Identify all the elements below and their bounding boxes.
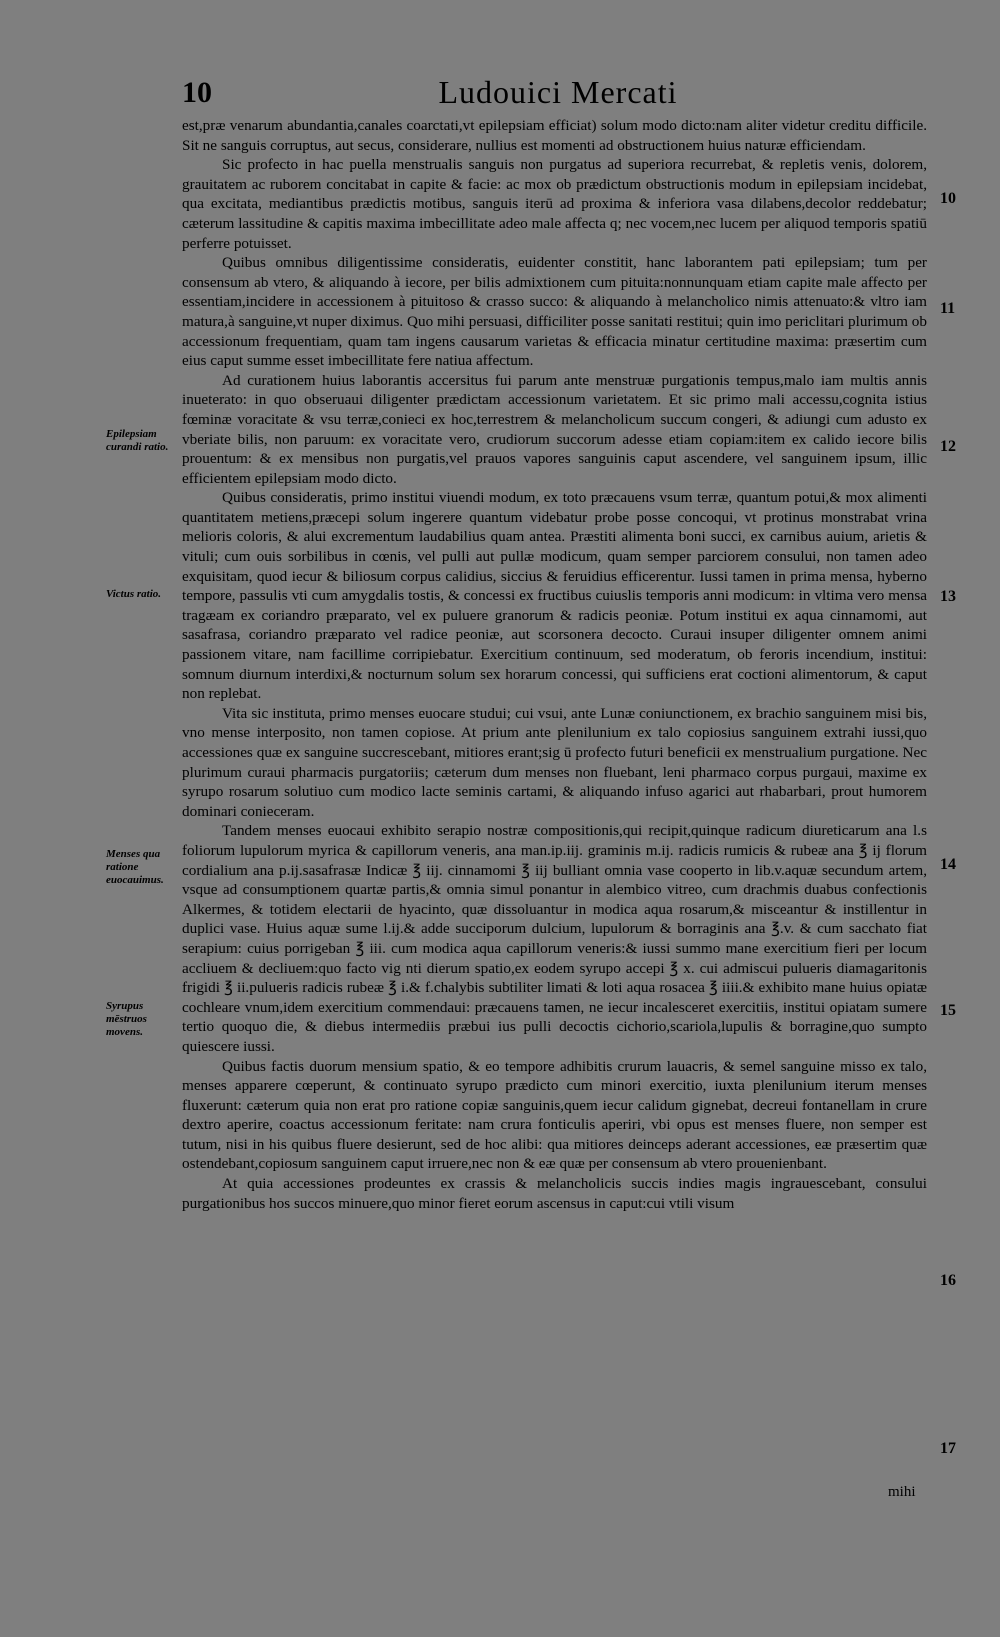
main-text [182,116,927,1213]
paragraph-number: 15 [940,1002,956,1019]
paragraph-number: 13 [940,588,956,605]
margin-note: Syrupus mēstruos movens. [106,1000,147,1038]
paragraph: Tandem menses euocaui exhibito serapio nostræ compositionis,qui recipit,quinque radicum diureticarum ana l.s foliorum lupulorum myrica & capillorum veneris, ana man.ip.iij. graminis m.ij. radicis rumicis & rubeæ ana ℥ ij florum cordialium ana p.ij.sasafrasæ Indicæ ℥ iij. cinnamomi ℥ iij bulliant omnia vase cooperto in lib.v.aquæ secundum artem, vsque ad consumptionem quartæ partis,& omnia simul ponantur in alembico vitreo, cum drachmis duabus confectionis Alkermes, & totidem electarii de hyacinto, quæ dissoluantur in modica aqua rosarum,& misceantur & instillentur in duplici vase. Huius aquæ sume l.ij.& adde succiporum dulcium, lupulorum & borraginis ana ℥.v. & cum sacchato fiat serapium: cuius porrigeban ℥ iii. cum modica aqua capillorum veneris:& iussi summo mane exercitium fieri per locum accliuem & decliuem:quo facto vig nti dierum spatio,ex eodem syrupo accepi ℥ x. cui admiscui pulueris diamagaritonis frigidi ℥ ii.pulueris radicis rubeæ ℥ i.& f.chalybis subtiliter limati & loti aqua rosacea ℥ iiii.& exhibito mane huius opiatæ cochleare vnum,idem exercitium commendaui: præcauens tamen, ne iecur incalesceret exercitiis, institui opiatam sumere tertio quoquo die, & diebus intermediis præbui ius pulli decoctis cichorio,scariola,lupulis & borragine,quo sumpto quiescere iussi. [182,822,927,1055]
paragraph-number: 10 [940,190,956,207]
page-number: 10 [182,76,212,109]
paragraph: Quibus consideratis, primo institui viuendi modum, ex toto præcauens vsum terræ, quantum potui,& mox alimenti quantitatem metiens,præcepi solum ingerere quantum videbatur probe posse concoqui, vt protinus monstrabat vrina melioris coloris, & alui excrementum laudabilius quam antea. Præstiti alimenta boni succi, ex carnibus auium, arietis & vituli; cum ouis sorbilibus in cœnis, vel pulli aut pullæ modicum, quam semper parciorem consului, non tamen adeo exquisitam, quod iecur & biliosum corpus calidius, siccius & feruidius efficerentur. Iussi tamen in prima mensa, hyberno tempore, passulis vti cum amygdalis tostis, & concessi ex fructibus cuiuslis temporis anni modicum: in vltima vero mensa tragæam ex coriandro præparato, vel ex puluere granorum & radicis peoniæ. Potum institui ex aqua cinnamomi, aut sasafrasa, coriandro præparato vel radice peoniæ, aut scorsonera decocto. Curaui insuper diligenter omnem animi passionem vitare, nam facillime corripiebatur. Exercitium continuum, sed moderatum, ob feroris incendium, institui: somnum diurnum interdixi,& nocturnum solum sex horarum concessi, qui sufficiens erat coctioni alimentorum, & caput non replebat. [182,489,927,703]
paragraph-number: 12 [940,438,956,455]
paragraph: Quibus omnibus diligentissime consideratis, euidenter constitit, hanc laborantem pati epilepsiam; tum per consensum ab vtero, & aliquando à iecore, per bilis admixtionem cum pituita:nonnunquam etiam capite male affecto per essentiam,incidere in accessionem à pituitoso & crasso succo: & aliquando à melancholico nimis attenuato:& vltro iam matura,à sanguine,vt nuper diximus. Quo mihi persuasi, difficiliter posse sanitati restitui; quin imo periclitari plurimum ob accessionum frequentiam, quam tam ingens causarum varietas & efficacia minatur certitudine maxima: præsertim cum eius caput summe esset imbecillitate fere natiua affectum. [182,254,927,370]
paragraph: Sic profecto in hac puella menstrualis sanguis non purgatus ad superiora recurrebat, & repletis venis, dolorem, grauitatem ac ruborem concitabat in capite & facie: ac mox ob prædictum obstructionis modum in epilepsiam incidebat, qua excitata, mediantibus prædictis motibus, sanguis iterū ad proxima & inferiora vasa dilabens,decolor reddebatur; cæterum lassitudine & capitis maxima imbecillitate adeo male affecta q; nec vocem,nec lucem per aliquod temporis spatiū perferre potuisset. [182,156,927,252]
paragraph: At quia accessiones prodeuntes ex crassis & melancholicis succis indies magis ingrauescebant, consului purgationibus hos succos minuere,quo minor fieret eorum ascensus in caput:cui vtili visum [182,1175,927,1212]
paragraph: Ad curationem huius laborantis accersitus fui parum ante menstruæ purgationis tempus,malo iam multis annis inueterato: in quo obseruaui diligenter prædictam accessionum varietatem. Et sic primo mali accessu,cognita istius fœminæ voracitate & vsu terræ,conieci ex hoc,terrestrem & melancholicum succum congeri, & adiungi cum adusto ex vberiate bilis, non paruum: ex voracitate vero, crudiorum succorum adesse etiam copiam:item ex calido iecore bilis prouentum: & ex mensibus non purgatis,vel prauos vapores sanguinis caput ascendere, vel sanguinem ipsum, illic efficientem epilepsiam modo dicto. [182,371,927,487]
paragraph: Quibus factis duorum mensium spatio, & eo tempore adhibitis crurum lauacris, & semel sanguine misso ex talo, menses apparere cœperunt, & continuato syrupo prædicto cum minori exercitio, iuxta plenilunium iterum menses fluxerunt: cæterum quia non erat pro ratione copiæ sanguinis,quem iecur calidum gignebat, decreui fontanellam in crure dextro aperire, coactus accessionum feritate: nam crura fonticulis aperiri, vbi opus est menses fluere, non semper est tutum, nisi in his quibus fluere desierunt, sed de hoc alibi: qua mitiores deinceps aderant accessiones, eæ præsertim quæ ostendebant,copiosum sanguinem caput irruere,nec non & eæ quæ per consensum ab vtero prouenienbant. [182,1057,927,1173]
margin-note: Epilepsiam curandi ratio. [106,428,169,453]
page-header [178,74,938,114]
margin-note: Menses qua ratione euocauimus. [106,848,164,886]
paragraph-number: 16 [940,1272,956,1289]
margin-note: Victus ratio. [106,588,162,600]
paragraph: Vita sic instituta, primo menses euocare studui; cui vsui, ante Lunæ coniunctionem, ex brachio sanguinem misi bis, vno mense interposito, non tamen copiose. At prium ante plenilunium ex talo copiosius sanguinem extrahi iussi,quo accessiones quæ ex sanguine succrescebant, mitiores erant;sig ū profecto futuri beneficii ex menstrualium purgatione. Nec plurimum curaui pharmacis purgatoriis; cæterum dum menses non fluebant, leni pharmaco corpus purgaui, maxime ex syrupo rosarum solutiuo cum modico lacte seminis cartami, & aliquando infuso agarici aut rhabarbari, prout humorem dominari conieceram. [182,704,927,820]
running-title: Ludouici Mercati [438,74,678,110]
paragraph-number: 17 [940,1440,956,1457]
catchword: mihi [888,1484,916,1500]
paragraph-number: 14 [940,856,956,873]
paragraph: est,præ venarum abundantia,canales coarctati,vt epilepsiam efficiat) solum modo dicto:nam aliter videtur creditu difficile. Sit ne sanguis corruptus, aut secus, considerare, nullius est momenti ad obstructionem huius naturæ efficiendam. [182,117,927,154]
paragraph-number: 11 [940,300,956,317]
